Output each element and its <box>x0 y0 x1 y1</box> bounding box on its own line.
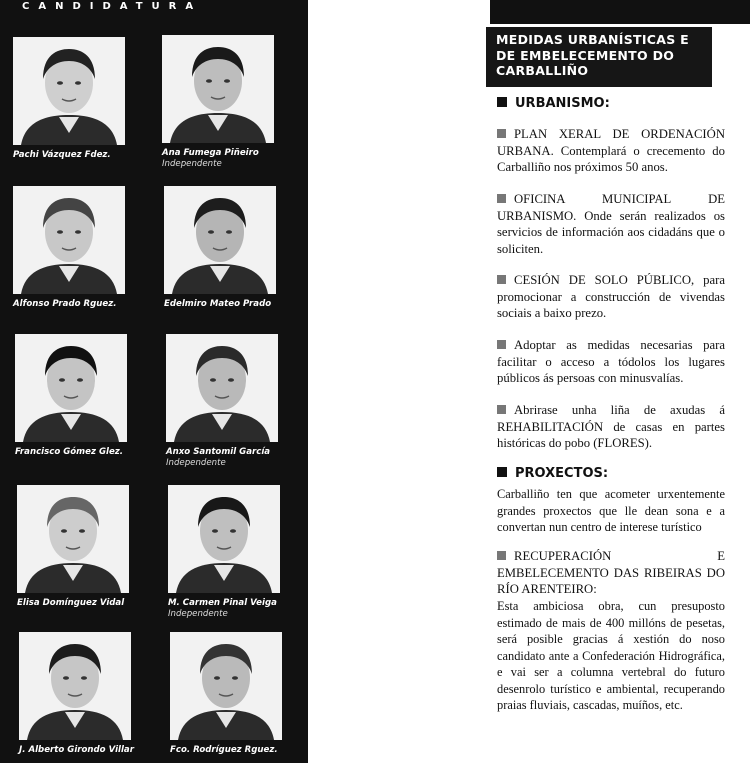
candidate-photo <box>164 186 276 294</box>
portrait-icon <box>164 186 276 294</box>
recuperacion-body: Esta ambiciosa obra, cun presuposto estimado de mais de 400 millóns de pesetas, será posible gracias á xestión do noso candidato ante a Confederación Hidrográfica, e vai ser a columna vertebral do futuro desenrolo turístico e ambiental, recuperando praias fluviais, cascadas, muíños, etc. <box>497 599 725 712</box>
square-bullet-icon <box>497 467 507 477</box>
candidate-name: J. Alberto Girondo Villar <box>19 745 134 755</box>
candidate-card <box>19 632 134 756</box>
portrait-icon <box>170 632 282 740</box>
candidate-name: Anxo Santomil García <box>166 447 271 457</box>
candidate-name: Fco. Rodríguez Rguez. <box>170 745 278 755</box>
candidate-card <box>13 37 125 161</box>
square-bullet-icon <box>497 97 507 107</box>
candidate-photo <box>166 334 278 442</box>
section-proxectos: PROXECTOS: <box>497 466 608 482</box>
portrait-icon <box>166 334 278 442</box>
item-adoptar: Adoptar as medidas necesarias para facilitar o acceso a tódolos los lugares públicos ás persoas con minusvalías. <box>497 338 725 385</box>
candidate-photo <box>19 632 131 740</box>
portrait-icon <box>15 334 127 442</box>
portrait-icon <box>17 485 129 593</box>
square-bullet-icon <box>497 275 506 284</box>
candidate-name: Edelmiro Mateo Prado <box>164 299 272 309</box>
square-bullet-icon <box>497 129 506 138</box>
candidate-photo <box>13 37 125 145</box>
candidate-photo <box>13 186 125 294</box>
candidate-name: Pachi Vázquez Fdez. <box>13 150 111 160</box>
candidate-card <box>17 485 129 609</box>
candidate-card <box>168 485 280 620</box>
square-bullet-icon <box>497 551 506 560</box>
candidates-panel <box>0 0 308 763</box>
portrait-icon <box>19 632 131 740</box>
portrait-icon <box>168 485 280 593</box>
candidate-name: Alfonso Prado Rguez. <box>13 299 117 309</box>
proxectos-intro: Carballiño ten que acometer urxentemente grandes proxectos que lle dean sona e a convertan nun centro de interese turístico <box>497 487 725 534</box>
candidate-card <box>170 632 282 756</box>
square-bullet-icon <box>497 405 506 414</box>
page-title: MEDIDAS URBANÍSTICAS E DE EMBELECEMENTO DO CARBALLIÑO <box>486 27 712 87</box>
candidate-name: Francisco Gómez Glez. <box>15 447 124 457</box>
candidate-photo <box>17 485 129 593</box>
candidate-note: Independente <box>168 609 228 619</box>
item-abrirase: Abrirase unha liña de axudas á REHABILITACIÓN de casas en partes históricas do pobo (FLORES). <box>497 403 725 450</box>
candidate-photo <box>168 485 280 593</box>
candidate-note: Independente <box>162 159 222 169</box>
candidate-photo <box>170 632 282 740</box>
portrait-icon <box>13 186 125 294</box>
square-bullet-icon <box>497 340 506 349</box>
candidate-photo <box>162 35 274 143</box>
candidate-name: M. Carmen Pinal Veiga <box>168 598 277 608</box>
square-bullet-icon <box>497 194 506 203</box>
item-oficina: OFICINA MUNICIPAL DE URBANISMO. Onde serán realizados os servicios de información aos cidadáns que o soliciten. <box>497 192 725 256</box>
section-urbanismo: URBANISMO: <box>497 96 610 112</box>
candidate-name: Ana Fumega Piñeiro <box>162 148 259 158</box>
candidate-photo <box>15 334 127 442</box>
candidate-note: Independente <box>166 458 226 468</box>
candidate-name: Elisa Domínguez Vidal <box>17 598 125 608</box>
portrait-icon <box>162 35 274 143</box>
candidate-card <box>13 186 125 310</box>
item-cesion: CESIÓN DE SOLO PÚBLICO, para promocionar a construcción de vivendas sociais a baixo prezo. <box>497 273 725 320</box>
portrait-icon <box>13 37 125 145</box>
candidate-card <box>162 35 274 170</box>
item-plan-xeral: PLAN XERAL DE ORDENACIÓN URBANA. Contemplará o crecemento do Carballiño nos próximos 50 anos. <box>497 127 725 174</box>
candidate-card <box>15 334 127 458</box>
candidate-card <box>166 334 278 469</box>
top-black-bar <box>490 0 750 24</box>
candidate-card <box>164 186 276 310</box>
candidatura-header: CANDIDATURA <box>22 1 203 12</box>
item-recuperacion: RECUPERACIÓN E EMBELECEMENTO DAS RIBEIRAS DO RÍO ARENTEIRO: <box>497 549 725 596</box>
